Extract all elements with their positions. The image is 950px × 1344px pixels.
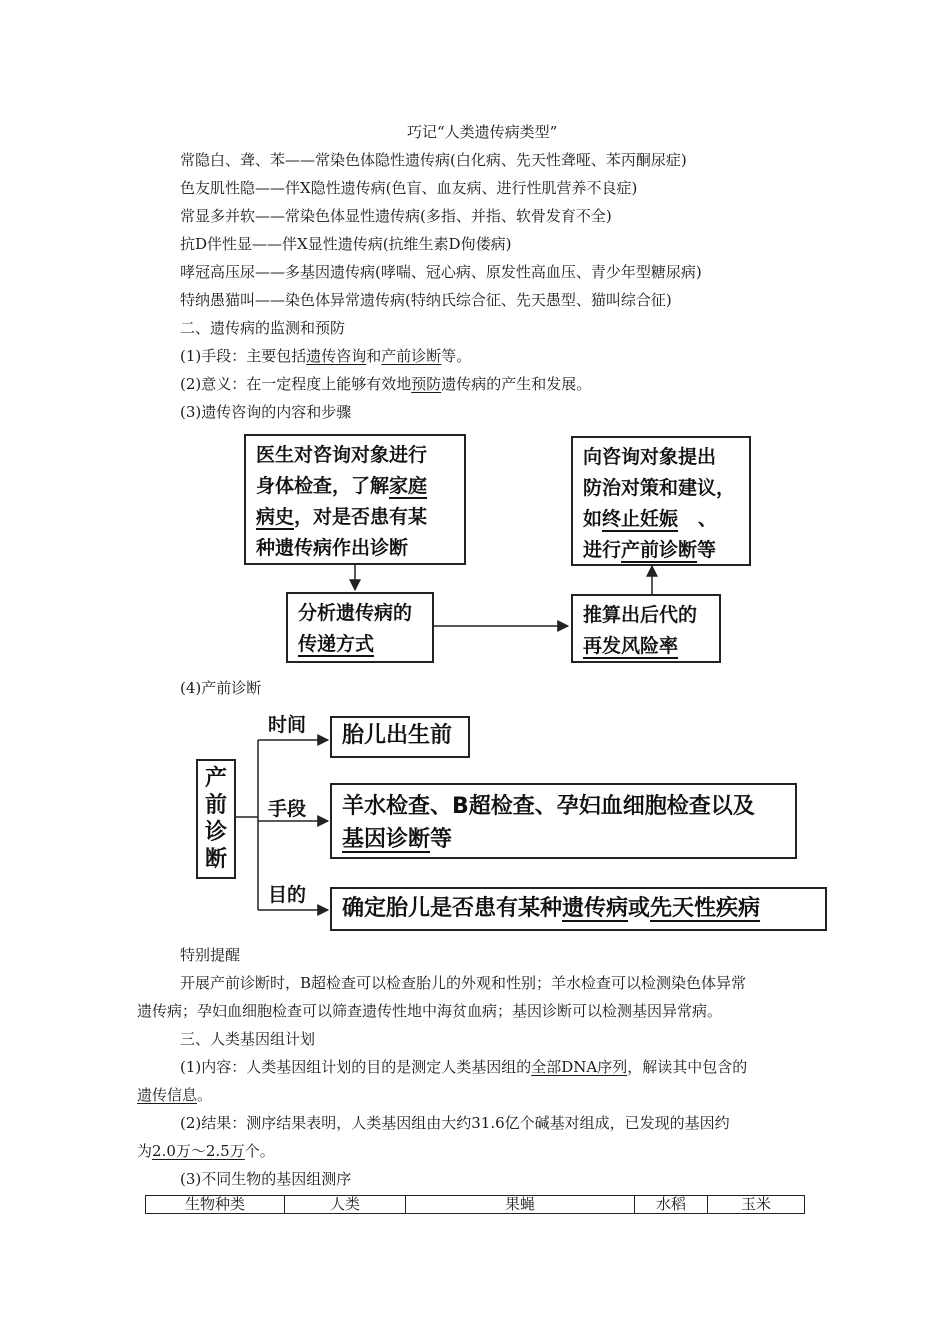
- content-line: (1)内容：人类基因组计划的目的是测定人类基因组的全部DNA序列，解读其中包含的: [180, 1058, 748, 1076]
- mnemonic-line: 色友肌性隐——伴X隐性遗传病(色盲、血友病、进行性肌营养不良症): [180, 179, 638, 197]
- blank-answer: 全部DNA序列: [531, 1058, 628, 1076]
- content-line-cont: 遗传信息。: [137, 1086, 213, 1104]
- blank-answer: 遗传病: [562, 896, 629, 921]
- purpose-label: 目的: [268, 884, 307, 906]
- result-line: (2)结果：测序结果表明，人类基因组由大约31.6亿个碱基对组成，已发现的基因约: [180, 1114, 730, 1132]
- meaning-line: (2)意义：在一定程度上能够有效地预防遗传病的产生和发展。: [180, 375, 592, 393]
- blank-answer: 遗传信息: [137, 1086, 198, 1104]
- prenatal-heading: (4)产前诊断: [180, 679, 262, 697]
- blank-answer: 终止妊娠: [602, 508, 679, 530]
- reminder-heading: 特别提醒: [180, 946, 241, 964]
- blank-answer: 先天性疾病: [650, 896, 761, 921]
- blank-answer: 家庭: [389, 475, 428, 497]
- reminder-text: 遗传病；孕妇血细胞检查可以筛查遗传性地中海贫血病；基因诊断可以检测基因异常病。: [137, 1002, 723, 1020]
- blank-answer: 预防: [411, 375, 442, 393]
- section-heading: 三、人类基因组计划: [180, 1030, 316, 1048]
- mnemonic-line: 哮冠高压尿——多基因遗传病(哮喘、冠心病、原发性高血压、青少年型糖尿病): [180, 263, 702, 281]
- table-header-cell: 人类: [285, 1196, 406, 1214]
- counsel-heading: (3)遗传咨询的内容和步骤: [180, 403, 352, 421]
- blank-answer: 传递方式: [298, 633, 375, 655]
- means-label: 手段: [268, 798, 307, 820]
- blank-answer: 2.0万～2.5万: [152, 1142, 245, 1160]
- table-header-cell: 玉米: [708, 1196, 805, 1214]
- blank-answer: 产前诊断: [621, 539, 698, 561]
- blank-answer: 产前诊断: [381, 347, 442, 365]
- flow-box-risk: 推算出后代的 再发风险率: [571, 594, 721, 663]
- mnemonic-line: 常显多并软——常染色体显性遗传病(多指、并指、软骨发育不全): [180, 207, 612, 225]
- blank-answer: 再发风险率: [583, 635, 679, 657]
- purpose-value-box: 确定胎儿是否患有某种遗传病或先天性疾病: [330, 887, 827, 931]
- mnemonic-line: 特纳愚猫叫——染色体异常遗传病(特纳氏综合征、先天愚型、猫叫综合征): [180, 291, 672, 309]
- prenatal-root-box: [196, 759, 236, 879]
- mnemonic-line: 常隐白、聋、苯——常染色体隐性遗传病(白化病、先天性聋哑、苯丙酮尿症): [180, 151, 687, 169]
- table-header-row: [146, 1196, 805, 1214]
- mnemonic-line: 抗D伴性显——伴X显性遗传病(抗维生素D佝偻病): [180, 235, 512, 253]
- section-heading: 二、遗传病的监测和预防: [180, 319, 346, 337]
- blank-answer: 遗传咨询: [306, 347, 367, 365]
- reminder-text: 开展产前诊断时，B超检查可以检查胎儿的外观和性别；羊水检查可以检测染色体异常: [180, 974, 747, 992]
- table-header-cell: 水稻: [635, 1196, 708, 1214]
- time-label: 时间: [268, 714, 307, 736]
- table-header-cell: 生物种类: [146, 1196, 285, 1214]
- result-line-cont: 为2.0万～2.5万个。: [137, 1142, 275, 1160]
- genome-heading: (3)不同生物的基因组测序: [180, 1170, 352, 1188]
- flow-box-advice: 向咨询对象提出 防治对策和建议， 如终止妊娠 、 进行产前诊断等: [571, 436, 751, 566]
- mnemonic-title: 巧记“人类遗传病类型”: [407, 123, 558, 141]
- table-header-cell: 果蝇: [406, 1196, 635, 1214]
- blank-answer: 基因诊断: [342, 827, 431, 852]
- means-line: (1)手段：主要包括遗传咨询和产前诊断等。: [180, 347, 472, 365]
- genome-table: [145, 1195, 805, 1214]
- prenatal-root-label: 产前诊断: [204, 766, 227, 872]
- time-value-box: 胎儿出生前: [330, 716, 470, 758]
- flow-box-analyze: 分析遗传病的 传递方式: [286, 592, 434, 663]
- means-value-box: 羊水检查、B超检查、孕妇血细胞检查以及 基因诊断等: [330, 783, 797, 859]
- flow-box-physical-exam: 医生对咨询对象进行 身体检查，了解家庭 病史，对是否患有某 种遗传病作出诊断: [244, 434, 466, 565]
- blank-answer: 病史: [256, 506, 295, 528]
